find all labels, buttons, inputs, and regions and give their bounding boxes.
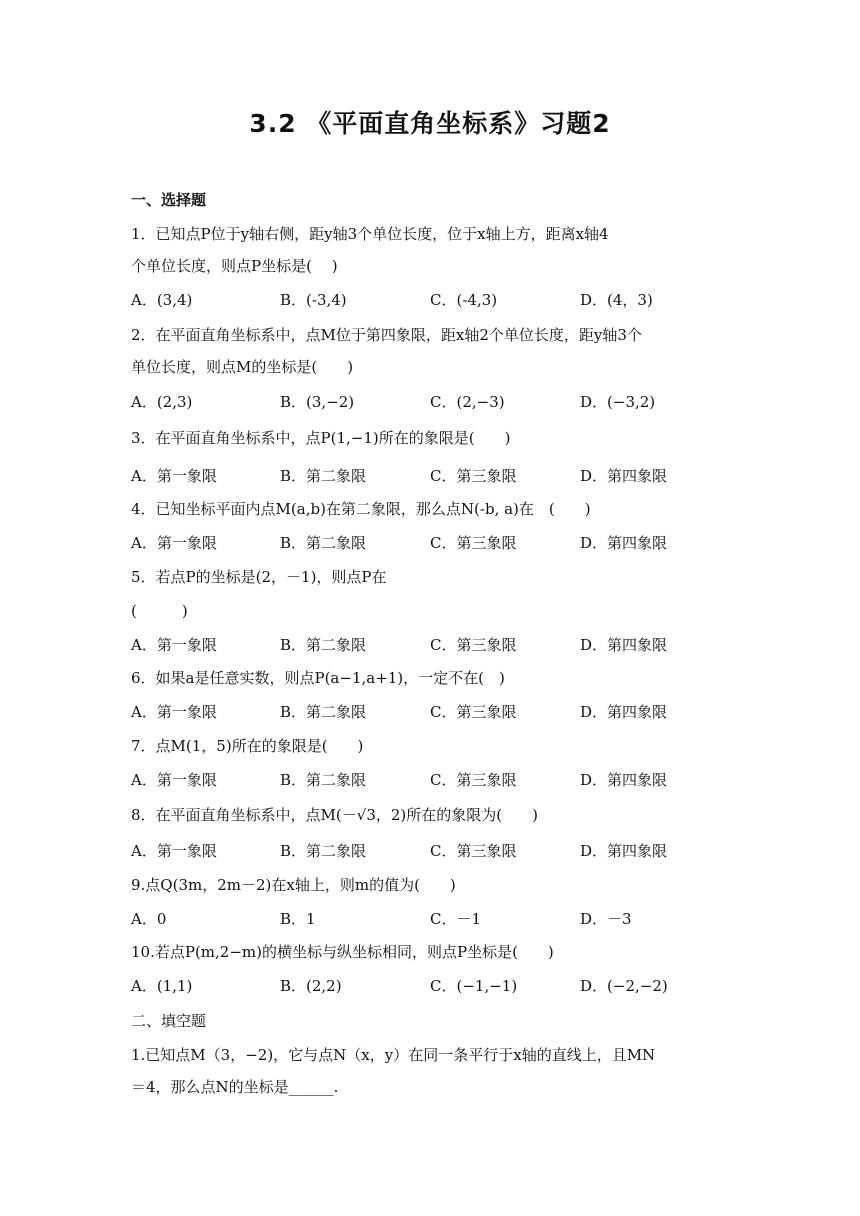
question-9-line-1: 9.点Q(3m，2m－2)在x轴上，则m的值为( ) — [131, 876, 456, 894]
question-3-option-a: A．第一象限 — [131, 467, 217, 485]
question-10-option-d: D．(−2,−2) — [580, 977, 668, 995]
question-2-option-a: A．(2,3) — [131, 393, 193, 411]
question-9-option-a: A．0 — [131, 910, 167, 928]
question-2-option-b: B．(3,−2) — [280, 393, 355, 411]
question-1-option-d: D．(4，3) — [580, 291, 653, 309]
question-7-option-c: C．第三象限 — [430, 771, 517, 789]
question-8-option-c: C．第三象限 — [430, 842, 517, 860]
question-3-line-1: 3．在平面直角坐标系中，点P(1,−1)所在的象限是( ) — [131, 429, 511, 447]
section-heading-choice: 一、选择题 — [131, 191, 207, 209]
question-7-option-d: D．第四象限 — [580, 771, 668, 789]
question-5-option-a: A．第一象限 — [131, 636, 217, 654]
question-5-option-d: D．第四象限 — [580, 636, 668, 654]
question-6-option-b: B．第二象限 — [280, 703, 367, 721]
question-4-option-c: C．第三象限 — [430, 534, 517, 552]
question-6-option-a: A．第一象限 — [131, 703, 217, 721]
question-10-option-b: B．(2,2) — [280, 977, 342, 995]
question-8-option-d: D．第四象限 — [580, 842, 668, 860]
question-3-option-c: C．第三象限 — [430, 467, 517, 485]
question-3-option-b: B．第二象限 — [280, 467, 367, 485]
question-9-option-d: D．－3 — [580, 910, 632, 928]
question-9-option-b: B．1 — [280, 910, 316, 928]
question-10-option-a: A．(1,1) — [131, 977, 193, 995]
fill-question-1-line-1: 1.已知点M（3，−2)，它与点N（x，y）在同一条平行于x轴的直线上，且MN — [131, 1046, 656, 1064]
question-5-line-1: 5．若点P的坐标是(2，－1)，则点P在 — [131, 568, 387, 586]
question-1-option-b: B．(-3,4) — [280, 291, 347, 309]
question-4-option-d: D．第四象限 — [580, 534, 668, 552]
question-2-line-2: 单位长度，则点M的坐标是( ) — [131, 358, 354, 376]
question-10-option-c: C．(−1,−1) — [430, 977, 518, 995]
question-1-line-1: 1．已知点P位于y轴右侧，距y轴3个单位长度，位于x轴上方，距离x轴4 — [131, 225, 609, 243]
question-4-option-b: B．第二象限 — [280, 534, 367, 552]
page-title: 3.2 《平面直角坐标系》习题2 — [249, 109, 611, 138]
question-1-line-2: 个单位长度，则点P坐标是( ) — [131, 257, 338, 275]
question-6-line-1: 6．如果a是任意实数，则点P(a−1,a+1)，一定不在( ) — [131, 669, 505, 687]
question-4-option-a: A．第一象限 — [131, 534, 217, 552]
question-10-line-1: 10.若点P(m,2−m)的横坐标与纵坐标相同，则点P坐标是( ) — [131, 943, 554, 961]
question-2-option-c: C．(2,−3) — [430, 393, 505, 411]
question-5-option-c: C．第三象限 — [430, 636, 517, 654]
question-6-option-c: C．第三象限 — [430, 703, 517, 721]
question-6-option-d: D．第四象限 — [580, 703, 668, 721]
question-2-line-1: 2．在平面直角坐标系中，点M位于第四象限，距x轴2个单位长度，距y轴3个 — [131, 326, 642, 344]
question-3-option-d: D．第四象限 — [580, 467, 668, 485]
question-2-option-d: D．(−3,2) — [580, 393, 656, 411]
question-7-option-a: A．第一象限 — [131, 771, 217, 789]
question-4-line-1: 4．已知坐标平面内点M(a,b)在第二象限，那么点N(-b, a)在 ( ) — [131, 500, 591, 518]
question-9-option-c: C．－1 — [430, 910, 482, 928]
question-5-line-2: ( ) — [131, 602, 188, 620]
question-1-option-c: C．(-4,3) — [430, 291, 498, 309]
question-1-option-a: A．(3,4) — [131, 291, 193, 309]
question-8-option-b: B．第二象限 — [280, 842, 367, 860]
question-5-option-b: B．第二象限 — [280, 636, 367, 654]
question-8-line-1: 8．在平面直角坐标系中，点M(－√3，2)所在的象限为( ) — [131, 806, 538, 824]
section-heading-fill: 二、填空题 — [131, 1012, 207, 1030]
fill-question-1-line-2: ＝4，那么点N的坐标是______. — [131, 1078, 339, 1096]
question-8-option-a: A．第一象限 — [131, 842, 217, 860]
question-7-option-b: B．第二象限 — [280, 771, 367, 789]
question-7-line-1: 7．点M(1，5)所在的象限是( ) — [131, 737, 364, 755]
